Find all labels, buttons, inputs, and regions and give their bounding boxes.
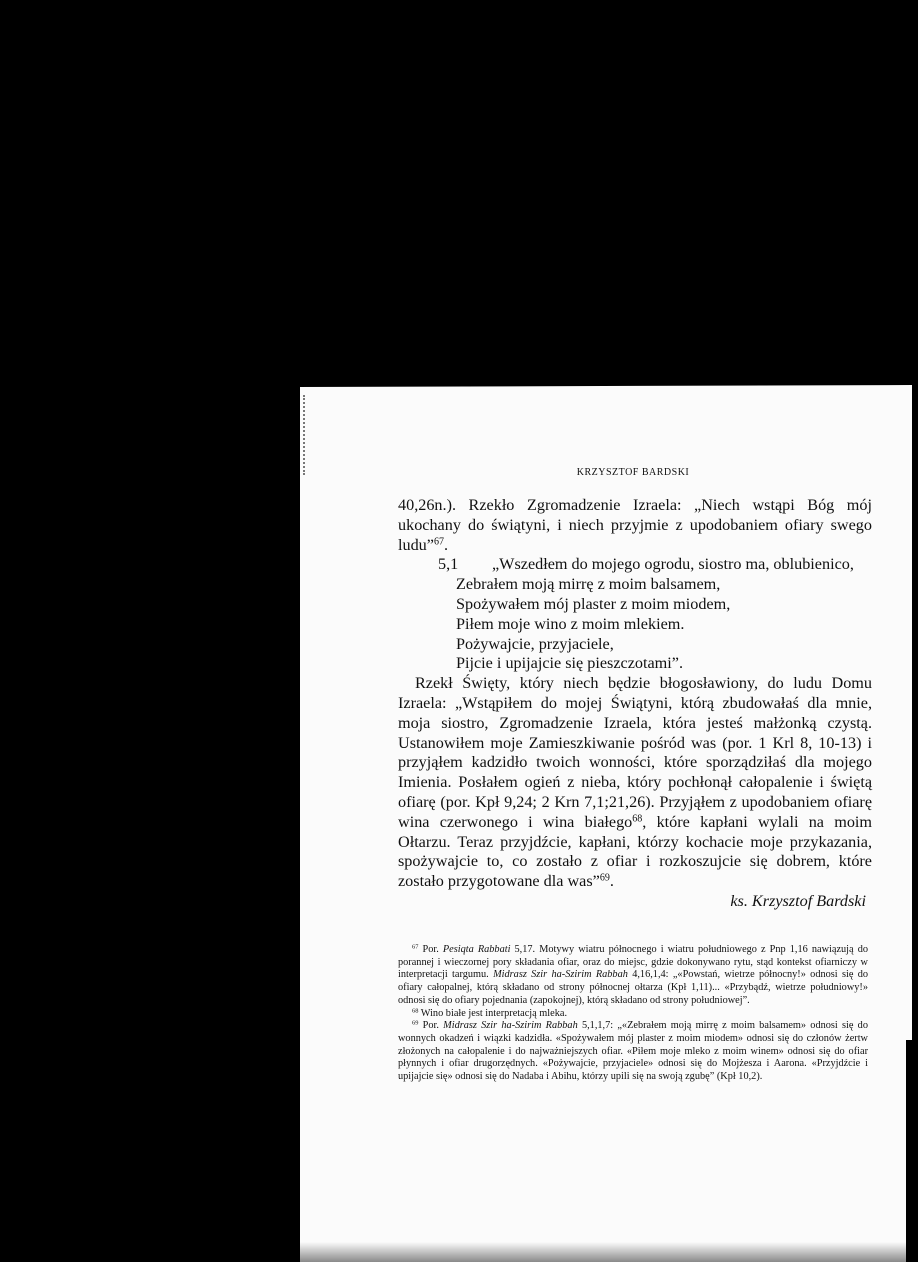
scan-shadow: [290, 1242, 910, 1262]
page-edge-mark: [303, 395, 319, 475]
verse-block: [398, 555, 872, 674]
verse-line-2: Zebrałem moją mirrę z moim balsamem,: [456, 575, 721, 594]
main-text: [398, 496, 872, 912]
running-header: KRZYSZTOF BARDSKI: [576, 467, 690, 478]
footnotes: [398, 944, 868, 1084]
footnote-67-text-a: Por.: [422, 944, 443, 955]
footnote-69-text-a: Por.: [422, 1020, 444, 1032]
paragraph-2-text-a: Rzekł Święty, który niech będzie błogosławiony, do ludu Domu Izraela: „Wstąpiłem do mojej Świątyni, którą zbudowałaś dla mnie, moja siostro, Zgromadzenie Izraela, która jesteś małżonką czystą. Ustanowiłem moje Zamieszkiwanie pośród was (por. 1 Krl 8, 10-13) i przyjąłem kadzidło twoich wonności, które sporządziłaś dla mojego Imienia. Posłałem ogień z nieba, który pochłonął całopalenie i świętą ofiarę (por. Kpł 9,24; 2 Krn 7,1;21,26). Przyjąłem z upodobaniem ofiarę wina czerwonego i wina białego: [398, 674, 872, 831]
footnote-69-text-b: 5,1,1,7: „«Zebrałem moją mirrę z moim balsamem» odnosi się do wonnych okadzeń i wiązki kadzidła. «Spożywałem mój plaster z moim miodem» odnosi się do członów żertw złożonych na całopalenie i do najważniejszych ofiar. «Piłem moje mleko z moim winem» odnosi się do ofiar płynnych i ofiar drugorzędnych. «Pożywajcie, przyjaciele» odnosi się do Mojżesza i Aarona. «Przyjdźcie i upijajcie się» odnosi się do Nadaba i Abihu, którzy upili się na swoją zgubę” (Kpł 10,2).: [398, 1020, 868, 1083]
verse-line-4: Piłem moje wino z moim mlekiem.: [456, 614, 685, 633]
verse-line-1: [398, 555, 872, 575]
footnote-67-text-b: 5,17. Motywy wiatru północnego i wiatru południowego z Pnp 1,16 nawiązują do porannej i wieczornej pory składania ofiar, oraz do miejsc, gdzie dokonywano rytu, stąd kontekst ofiarniczy w interpretacji targumu.: [398, 944, 868, 981]
paragraph-1: 40,26n.). Rzekło Zgromadzenie Izraela: „Niech wstąpi Bóg mój ukochany do świątyni, i niech przyjmie z upodobaniem ofiary swego ludu”$^{67}$.: [398, 496, 872, 554]
verse-line-5: Pożywajcie, przyjaciele,: [456, 634, 614, 653]
footnote-67: [398, 944, 868, 1008]
verse-line-6: Pijcie i upijajcie się pieszczotami”.: [456, 654, 683, 673]
scan-border: [906, 1040, 918, 1262]
footnote-69-title: Midrasz Szir ha-Szirim Rabbah: [443, 1020, 578, 1032]
verse-number: 5,1: [438, 555, 459, 574]
footnote-69: [398, 1020, 868, 1084]
footnote-67-text-c: 4,16,1,4: „«Powstań, wietrze północny!» odnosi się do ofiary całopalnej, którą składano od strony północnej ołtarza (Kpł 1,11)... «Przybądź, wietrze południowy!» odnosi się do ofiary pojednania (zapokojnej), którą składano od strony południowej”.: [398, 969, 868, 1006]
paragraph-2-text-b: , które kapłani wylali na moim Ołtarzu. Teraz przyjdźcie, kapłani, którzy kochacie moje przykazania, spożywajcie to, co zostało z ofiar i rozkoszujcie się dobrem, które zostało przygotowane dla was”: [398, 812, 872, 891]
footnote-68-text: Wino białe jest interpretacją mleka.: [420, 1007, 568, 1019]
footnote-ref-67: 67: [433, 536, 444, 548]
footnote-ref-68: 68: [632, 813, 643, 825]
paragraph-2: Rzekł Święty, który niech będzie błogosławiony, do ludu Domu Izraela: „Wstąpiłem do mojej Świątyni, którą zbudowałaś dla mnie, moja siostro, Zgromadzenie Izraela, która jesteś małżonką czystą. Ustanowiłem moje Zamieszkiwanie pośród was (por. 1 Krl 8, 10-13) i przyjąłem kadzidło twoich wonności, które sporządziłaś dla mojego Imienia. Posłałem ogień z nieba, który pochłonął całopalenie i świętą ofiarę (por. Kpł 9,24; 2 Krn 7,1;21,26). Przyjąłem z upodobaniem ofiarę wina czerwonego i wina białego$^{68}$, które kapłani wylali na moim Ołtarzu. Teraz przyjdźcie, kapłani, którzy kochacie moje przykazania, spożywajcie to, co zostało z ofiar i rozkoszujcie się dobrem, które zostało przygotowane dla was”$^{69}$.: [398, 674, 872, 891]
verse-line-1-text: „Wszedłem do mojego ogrodu, siostro ma, oblubienico,: [492, 555, 854, 574]
footnote-68-number: 68: [412, 1007, 419, 1015]
paragraph-1-text: 40,26n.). Rzekło Zgromadzenie Izraela: „Niech wstąpi Bóg mój ukochany do świątyni, i niech przyjmie z upodobaniem ofiary swego ludu”: [398, 496, 872, 554]
footnote-ref-69: 69: [599, 872, 610, 884]
signature: ks. Krzysztof Bardski: [730, 891, 866, 910]
footnote-67-number: 67: [412, 943, 419, 951]
footnote-67-title-1: Pesiqta Rabbati: [442, 944, 511, 955]
footnote-68: [398, 1008, 868, 1021]
footnote-67-title-2: Midrasz Szir ha-Szirim Rabbah: [493, 969, 628, 981]
verse-line-3: Spożywałem mój plaster z moim miodem,: [456, 594, 731, 613]
footnote-69-number: 69: [412, 1019, 419, 1027]
